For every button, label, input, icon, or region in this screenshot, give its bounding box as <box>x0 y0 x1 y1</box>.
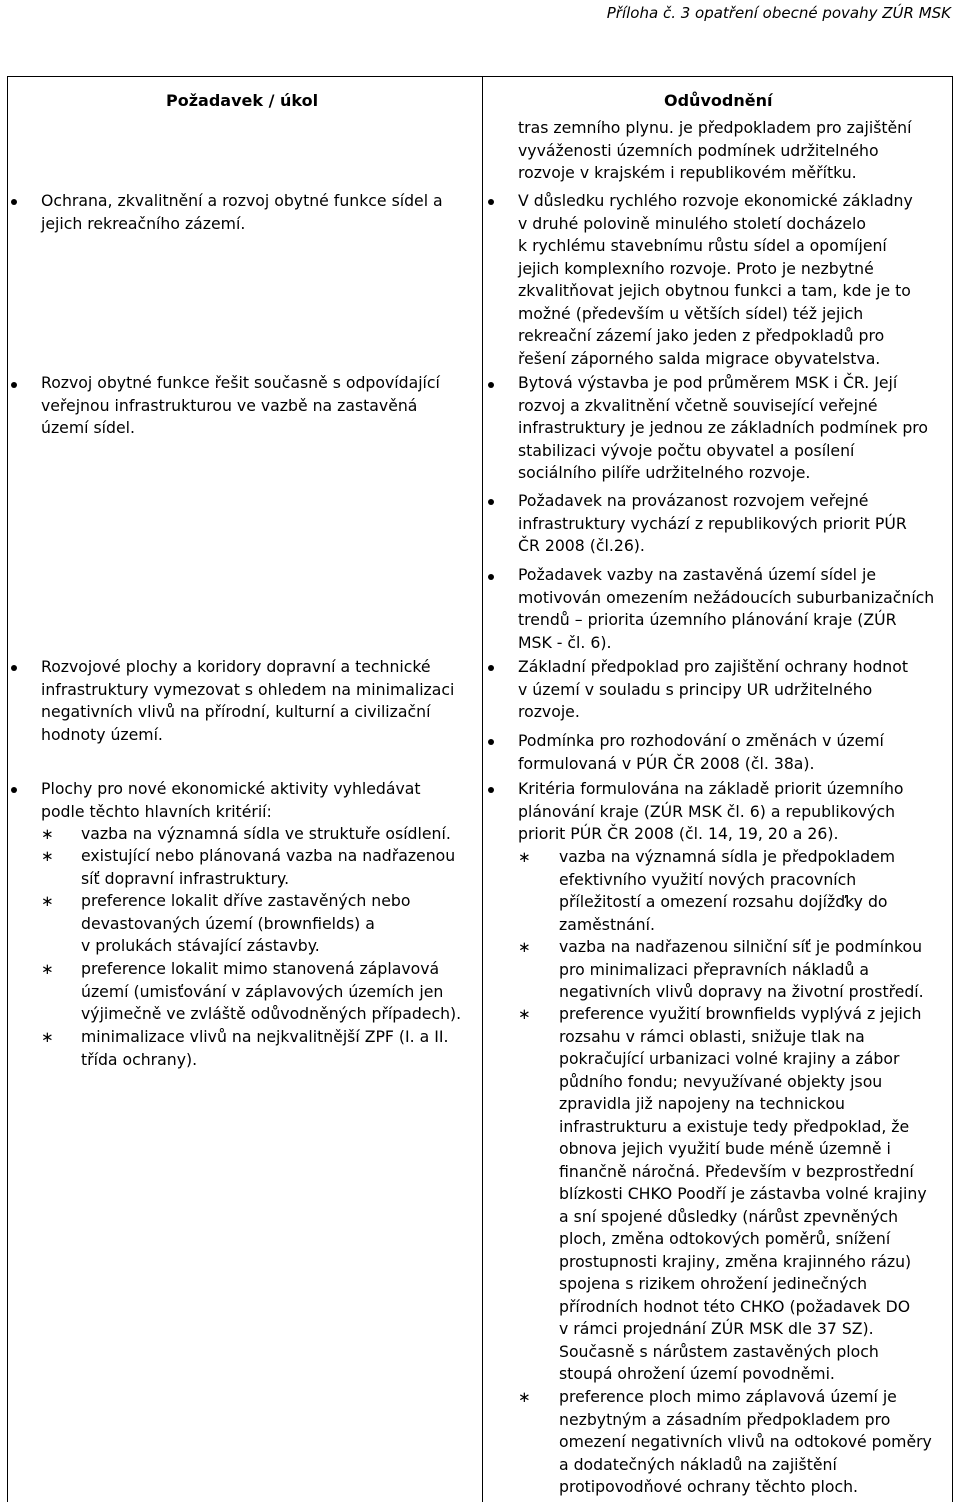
text-line: negativních vlivů na přírodní, kulturní a civilizační <box>41 702 431 721</box>
text-line: infrastruktury vychází z republikových priorit PÚR <box>518 513 907 533</box>
requirement-item <box>41 656 454 746</box>
text-line: pokračující urbanizaci volné krajiny a zábor <box>559 1049 900 1068</box>
text-line: hodnoty území. <box>41 724 163 744</box>
justification-table <box>7 76 953 1502</box>
text-line: Rozvoj obytné funkce řešit současně s odpovídající <box>41 373 440 392</box>
text-line: Bytová výstavba je pod průměrem MSK i ČR. Její <box>518 373 898 392</box>
text-line: Podmínka pro rozhodování o změnách v území <box>518 731 884 750</box>
requirement-subitem <box>81 823 451 846</box>
bullet-icon <box>488 499 494 505</box>
text-line: V důsledku rychlého rozvoje ekonomické základny <box>518 191 913 210</box>
text-line: minimalizace vlivů na nejkvalitnější ZPF (I. a II. <box>81 1027 449 1046</box>
text-line: Požadavek vazby na zastavěná území sídel je <box>518 565 877 584</box>
justification-continuation <box>518 117 911 185</box>
text-line: tras zemního plynu. je předpokladem pro zajištění <box>518 118 912 137</box>
bullet-icon <box>11 199 17 205</box>
text-line: vazba na významná sídla je předpokladem <box>559 847 896 866</box>
bullet-icon <box>11 382 17 388</box>
bullet-icon <box>11 787 17 793</box>
bullet-icon <box>11 665 17 671</box>
text-line: půdního fondu; nevyužívané objekty jsou <box>559 1071 883 1091</box>
text-line: MSK - čl. 6). <box>518 632 612 652</box>
bullet-icon <box>488 199 494 205</box>
text-line: veřejnou infrastrukturou ve vazbě na zastavěná <box>41 395 418 415</box>
text-line: stabilizaci vývoje počtu obyvatel a posílení <box>518 440 855 460</box>
text-line: infrastruktury je jednou ze základních podmínek pro <box>518 418 929 437</box>
column-divider <box>482 77 483 1502</box>
text-line: plánování kraje (ZÚR MSK čl. 6) a republikových <box>518 801 896 821</box>
text-line: spojena s rizikem ohrožení jedinečných <box>559 1274 868 1293</box>
text-line: efektivního využití nových pracovních <box>559 869 857 889</box>
text-line: sociálního pilíře udržitelného rozvoje. <box>518 463 811 482</box>
text-line: jejich rekreačního zázemí. <box>41 213 246 233</box>
bullet-icon <box>488 574 494 580</box>
bullet-icon <box>488 787 494 793</box>
text-line: trendů – priorita územního plánování kraje (ZÚR <box>518 610 897 629</box>
asterisk-bullet-icon: ∗ <box>518 938 531 956</box>
text-line: Ochrana, zkvalitnění a rozvoj obytné funkce sídel a <box>41 191 443 210</box>
text-line: v druhé polovině minulého století docházelo <box>518 213 867 233</box>
text-line: rozsahu v rámci oblasti, snižuje tlak na <box>559 1026 865 1046</box>
text-line: síť dopravní infrastruktury. <box>81 868 290 888</box>
text-line: infrastruktury vymezovat s ohledem na minimalizaci <box>41 679 455 699</box>
asterisk-bullet-icon: ∗ <box>518 1388 531 1406</box>
text-line: zpravidla již napojeny na technickou <box>559 1094 845 1113</box>
text-line: a dodatečných nákladů na zajištění <box>559 1454 837 1474</box>
justification-item <box>518 490 907 558</box>
text-line: formulovaná v PÚR ČR 2008 (čl. 38a). <box>518 753 815 773</box>
text-line: a sní spojené důsledky (nárůst zpevněných <box>559 1206 899 1226</box>
requirement-subitem <box>81 845 455 890</box>
justification-subitem <box>559 846 895 936</box>
text-line: Kritéria formulována na základě priorit územního <box>518 779 904 798</box>
bullet-icon <box>488 739 494 745</box>
text-line: třída ochrany). <box>81 1049 198 1069</box>
text-line: vyváženosti územních podmínek udržitelného <box>518 140 879 160</box>
text-line: Rozvojové plochy a koridory dopravní a technické <box>41 657 431 676</box>
asterisk-bullet-icon: ∗ <box>41 825 54 843</box>
text-line: prostupnosti krajiny, změna krajinného rázu) <box>559 1251 912 1271</box>
text-line: přírodních hodnot této CHKO (požadavek DO <box>559 1296 911 1316</box>
text-line: preference lokalit dříve zastavěných nebo <box>81 891 411 910</box>
text-line: Plochy pro nové ekonomické aktivity vyhledávat <box>41 779 421 798</box>
text-line: infrastrukturu a existuje tedy předpoklad, že <box>559 1116 910 1136</box>
text-line: jejich komplexního rozvoje. Proto je nezbytné <box>518 258 874 278</box>
text-line: území (umisťování v záplavových územích jen <box>81 981 444 1001</box>
page-header-note: Příloha č. 3 opatření obecné povahy ZÚR MSK <box>606 4 951 22</box>
text-line: preference využití brownfields vyplývá z jejich <box>559 1004 922 1023</box>
text-line: v rámci projednání ZÚR MSK dle 37 SZ). <box>559 1319 874 1338</box>
text-line: motivován omezením nežádoucích suburbanizačních <box>518 587 935 607</box>
text-line: ploch, změna odtokových poměrů, snížení <box>559 1229 891 1248</box>
text-line: výjimečně ve zvláště odůvodněných případech). <box>81 1004 462 1023</box>
text-line: Požadavek na provázanost rozvojem veřejné <box>518 491 869 510</box>
justification-item <box>518 190 913 370</box>
text-line: v území v souladu s principy UR udržitelného <box>518 679 873 699</box>
text-line: podle těchto hlavních kritérií: <box>41 801 272 821</box>
text-line: řešení záporného salda migrace obyvatelstva. <box>518 348 881 368</box>
asterisk-bullet-icon: ∗ <box>41 892 54 910</box>
text-line: vazba na nadřazenou silniční síť je podmínkou <box>559 937 923 956</box>
text-line: v prolukách stávající zástavby. <box>81 936 320 955</box>
asterisk-bullet-icon: ∗ <box>41 960 54 978</box>
bullet-icon <box>488 382 494 388</box>
requirement-column-header: Požadavek / úkol <box>166 91 319 110</box>
text-line: rozvoj a zkvalitnění včetně související veřejné <box>518 395 878 415</box>
text-line: ČR 2008 (čl.26). <box>518 536 645 555</box>
text-line: blízkosti CHKO Poodří je zástavba volné krajiny <box>559 1184 927 1203</box>
text-line: Základní předpoklad pro zajištění ochrany hodnot <box>518 657 908 676</box>
text-line: negativních vlivů dopravy na životní prostředí. <box>559 982 924 1001</box>
justification-column-header: Odůvodnění <box>664 91 773 110</box>
text-line: stoupá ohrožení území povodněmi. <box>559 1364 835 1383</box>
text-line: obnova jejich využití bude méně územně i <box>559 1139 891 1158</box>
text-line: rekreační zázemí jako jeden z předpokladů pro <box>518 326 885 345</box>
justification-subitem <box>559 1386 932 1499</box>
text-line: rozvoje. <box>518 702 580 721</box>
requirement-subitem <box>81 1026 448 1071</box>
asterisk-bullet-icon: ∗ <box>518 1005 531 1023</box>
text-line: území sídel. <box>41 418 135 437</box>
text-line: priorit PÚR ČR 2008 (čl. 14, 19, 20 a 26). <box>518 824 839 843</box>
text-line: preference ploch mimo záplavová území je <box>559 1387 897 1406</box>
asterisk-bullet-icon: ∗ <box>518 848 531 866</box>
text-line: zaměstnání. <box>559 914 655 934</box>
asterisk-bullet-icon: ∗ <box>41 847 54 865</box>
text-line: Současně s nárůstem zastavěných ploch <box>559 1341 879 1361</box>
text-line: omezení negativních vlivů na odtokové poměry <box>559 1432 932 1451</box>
text-line: vazba na významná sídla ve struktuře osídlení. <box>81 824 451 843</box>
text-line: příležitostí a omezení rozsahu dojížďky do <box>559 892 888 911</box>
justification-item <box>518 778 904 846</box>
text-line: zkvalitňovat jejich obytnou funkci a tam, kde je to <box>518 281 911 300</box>
bullet-icon <box>488 665 494 671</box>
text-line: pro minimalizaci přepravních nákladů a <box>559 959 870 979</box>
text-line: k rychlému stavebnímu růstu sídel a opomíjení <box>518 236 887 255</box>
justification-item <box>518 564 934 654</box>
text-line: protipovodňové ochrany těchto ploch. <box>559 1477 859 1496</box>
justification-item <box>518 372 928 485</box>
text-line: nezbytným a zásadním předpokladem pro <box>559 1409 891 1429</box>
text-line: rozvoje v krajském i republikovém měřítku. <box>518 163 857 182</box>
justification-subitem <box>559 1003 927 1386</box>
requirement-item <box>41 190 443 235</box>
text-line: možné (především u větších sídel) též jejich <box>518 303 864 323</box>
text-line: devastovaných území (brownfields) a <box>81 913 375 933</box>
requirement-subitem <box>81 890 410 958</box>
justification-subitem <box>559 936 924 1004</box>
text-line: finančně náročná. Především v bezprostřední <box>559 1161 914 1181</box>
justification-item <box>518 656 908 724</box>
text-line: preference lokalit mimo stanovená záplavová <box>81 959 440 978</box>
asterisk-bullet-icon: ∗ <box>41 1028 54 1046</box>
text-line: existující nebo plánovaná vazba na nadřazenou <box>81 846 456 865</box>
justification-item <box>518 730 884 775</box>
requirement-item <box>41 778 421 823</box>
requirement-item <box>41 372 440 440</box>
requirement-subitem <box>81 958 461 1026</box>
